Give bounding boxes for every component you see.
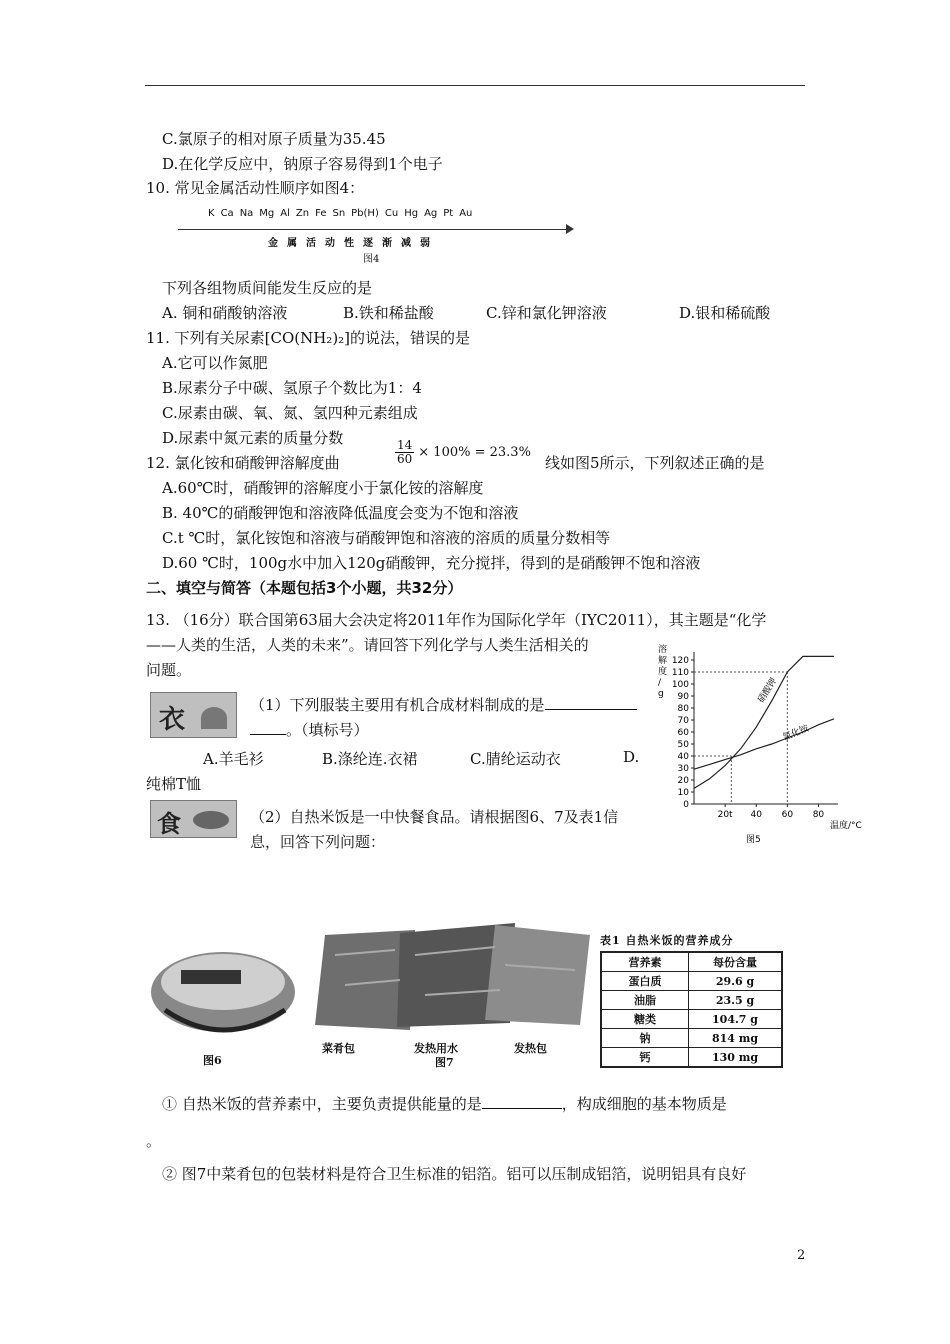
y-tick-label: 30	[677, 764, 689, 774]
metal-symbol: Cu	[384, 208, 399, 219]
q13-stem-line2: ——人类的生活，人类的未来”。请回答下列化学与人类生活相关的	[146, 636, 589, 654]
table-header: 营养素	[601, 952, 689, 972]
q11-option-a: A.它可以作氮肥	[162, 354, 268, 372]
clothes-icon-glyph: 衣	[159, 705, 186, 735]
figure-7-caption: 图7	[435, 1056, 454, 1069]
figure-4-activity-series	[178, 204, 574, 265]
y-axis-label-char: 解	[658, 656, 668, 666]
food-icon-bowl	[193, 811, 229, 829]
q13-sub1-end: 。	[146, 1132, 162, 1150]
answer-blank-2[interactable]	[482, 1093, 562, 1109]
metal-symbol: K	[208, 208, 215, 219]
table-cell: 糖类	[601, 1010, 689, 1029]
nitrogen-fraction-formula	[395, 439, 531, 465]
q13-part1-option-d-text: 纯棉T恤	[146, 775, 202, 793]
fig5-plot	[658, 643, 862, 845]
q13-sub1	[162, 1093, 727, 1114]
table-row	[601, 972, 782, 991]
fraction-denominator: 60	[397, 451, 413, 466]
x-tick-label: 40	[750, 810, 762, 820]
arrow-text: 金属活动性逐渐减弱	[268, 238, 439, 249]
figure-5-caption: 图5	[746, 835, 761, 845]
q12-option-a: A.60℃时，硝酸钾的溶解度小于氯化铵的溶解度	[162, 479, 484, 497]
y-tick-label: 70	[677, 716, 689, 726]
q13-sub1-text: ① 自热米饭的营养素中，主要负责提供能量的是	[162, 1095, 482, 1113]
y-axis-label-char: 度	[658, 667, 668, 677]
q13-part2-line1: （2）自热米饭是一中快餐食品。请根据图6、7及表1信	[250, 808, 619, 826]
table-cell: 23.5 g	[689, 991, 783, 1010]
q11-option-b: B.尿素分子中碳、氢原子个数比为1：4	[162, 379, 422, 397]
x-tick-label: 80	[812, 810, 825, 820]
answer-blank-1[interactable]	[545, 694, 637, 710]
figure-7-label-heat: 发热包	[514, 1042, 547, 1055]
series-line	[694, 656, 834, 788]
q11-option-c: C.尿素由碳、氧、氮、氢四种元素组成	[162, 404, 418, 422]
food-icon	[150, 800, 237, 838]
q13-part1-option-a: A.羊毛衫	[203, 750, 264, 768]
q11-stem: 11. 下列有关尿素[CO(NH₂)₂]的说法，错误的是	[146, 329, 471, 347]
figure-7-label-water: 发热用水	[414, 1042, 458, 1055]
table-row	[601, 1010, 782, 1029]
metal-symbol: Hg	[404, 208, 419, 219]
q10-stem: 10. 常见金属活动性顺序如图4：	[146, 179, 365, 197]
q12-option-d: D.60 ℃时，100g水中加入120g硝酸钾，充分搅拌，得到的是硝酸钾不饱和溶液	[162, 554, 701, 572]
series-line	[694, 719, 834, 769]
q13-part1-option-c: C.腈纶运动衣	[470, 750, 561, 768]
y-tick-label: 0	[683, 800, 689, 810]
q13-part1-text: （1）下列服装主要用有机合成材料制成的是	[250, 696, 545, 714]
table-cell: 814 mg	[689, 1029, 783, 1048]
y-tick-label: 120	[671, 656, 689, 666]
q13-part1-option-d: D.	[623, 748, 640, 766]
q12-option-c: C.t ℃时，氯化铵饱和溶液与硝酸钾饱和溶液的溶质的质量分数相等	[162, 529, 611, 547]
metal-symbol: Al	[280, 208, 290, 219]
q11-option-d: D.尿素中氮元素的质量分数	[162, 429, 344, 447]
table-cell: 29.6 g	[689, 972, 783, 991]
series-label: 氯化铵	[781, 723, 811, 744]
table-row	[601, 991, 782, 1010]
table-cell: 钠	[601, 1029, 689, 1048]
q13-part1-option-b: B.涤纶连.衣裙	[322, 750, 418, 768]
q10-question: 下列各组物质间能发生反应的是	[162, 279, 373, 297]
y-tick-label: 60	[677, 728, 689, 738]
metal-symbol: Ag	[424, 208, 438, 219]
section-2-heading: 二、填空与简答（本题包括3个小题，共32分）	[146, 579, 463, 597]
y-axis-label-char: 溶	[658, 645, 668, 655]
q12-option-b: B. 40℃的硝酸钾饱和溶液降低温度会变为不饱和溶液	[162, 504, 519, 522]
q10-option-c: C.锌和氯化钾溶液	[486, 304, 607, 322]
y-axis-label-char: /	[658, 678, 662, 688]
figure-7-label-dish: 菜肴包	[322, 1042, 355, 1055]
q13-part1-line1	[250, 694, 637, 715]
food-icon-glyph: 食	[157, 809, 181, 838]
series-label: 硝酸钾	[756, 676, 780, 705]
answer-blank-1-cont[interactable]	[250, 719, 286, 735]
q13-part1-line2	[250, 719, 369, 740]
metal-symbol: Sn	[332, 208, 346, 219]
table-1-caption: 表1 自热米饭的营养成分	[600, 934, 734, 947]
q12-stem-right: 线如图5所示，下列叙述正确的是	[545, 454, 765, 472]
metal-symbol: Pt	[443, 208, 454, 219]
y-tick-label: 40	[677, 752, 689, 762]
y-tick-label: 110	[671, 668, 689, 678]
header-rule	[145, 85, 805, 86]
figure-7-packets	[305, 915, 595, 1040]
nutrition-table	[600, 951, 783, 1068]
figure-6-caption: 图6	[203, 1054, 222, 1067]
q9-option-d: D.在化学反应中，钠原子容易得到1个电子	[162, 155, 443, 173]
q9-option-c: C.氯原子的相对原子质量为35.45	[162, 130, 386, 148]
q10-option-a: A. 铜和硝酸钠溶液	[162, 304, 288, 322]
metal-symbol: Na	[239, 208, 254, 219]
table-cell: 蛋白质	[601, 972, 689, 991]
figure-5-solubility-chart	[650, 640, 862, 845]
q13-sub2: ② 图7中菜肴包的包装材料是符合卫生标准的铝箔。铝可以压制成铝箔，说明铝具有良好	[162, 1165, 747, 1183]
y-axis-label-char: g	[658, 689, 664, 699]
arrow-head-icon	[566, 224, 574, 234]
y-tick-label: 90	[677, 692, 689, 702]
metal-symbol: Au	[459, 208, 473, 219]
q13-stem-line3: 问题。	[146, 661, 192, 679]
metal-symbol: Fe	[315, 208, 327, 219]
table-1-nutrition	[600, 932, 783, 1068]
metal-symbol: Zn	[295, 208, 310, 219]
figure-4-caption: 图4	[363, 254, 380, 265]
metal-symbol: Pb(H)	[351, 208, 379, 219]
formula-rest: × 100% = 23.3%	[418, 444, 531, 460]
page-number: 2	[797, 1248, 806, 1263]
y-tick-label: 100	[671, 680, 689, 690]
arrow-line	[178, 229, 568, 230]
clothes-icon-figure	[201, 707, 227, 729]
box-label	[181, 970, 241, 984]
x-tick-label: 20t	[717, 810, 733, 820]
x-axis-label: 温度/°C	[830, 821, 862, 831]
y-tick-label: 50	[677, 740, 689, 750]
table-cell: 104.7 g	[689, 1010, 783, 1029]
table-row	[601, 1029, 782, 1048]
y-tick-label: 10	[677, 788, 689, 798]
fraction-numerator: 14	[397, 438, 413, 452]
q13-sub1-tail: ，构成细胞的基本物质是	[561, 1095, 727, 1113]
x-tick-label: 60	[781, 810, 794, 820]
table-cell: 130 mg	[689, 1048, 783, 1068]
figure-6-rice-box	[145, 920, 305, 1070]
q10-option-b: B.铁和稀盐酸	[343, 304, 434, 322]
q13-part2-line2: 息，回答下列问题：	[250, 833, 386, 851]
q13-stem-line1: 13. （16分）联合国第63届大会决定将2011年作为国际化学年（IYC2011），其主题是“化学	[146, 611, 767, 629]
table-header-row	[601, 952, 782, 972]
y-tick-label: 80	[677, 704, 689, 714]
clothes-icon	[150, 692, 237, 738]
heat-packet	[485, 925, 590, 1025]
metal-symbol: Ca	[220, 208, 234, 219]
y-tick-label: 20	[677, 776, 689, 786]
metal-list	[208, 208, 478, 219]
q12-stem-left: 12. 氯化铵和硝酸钾溶解度曲	[146, 454, 340, 472]
table-cell: 钙	[601, 1048, 689, 1068]
q10-option-d: D.银和稀硫酸	[679, 304, 771, 322]
table-row	[601, 1048, 782, 1068]
fraction	[395, 439, 414, 465]
q13-part1-tail: 。（填标号）	[286, 721, 369, 739]
table-cell: 油脂	[601, 991, 689, 1010]
table-header: 每份含量	[689, 952, 783, 972]
metal-symbol: Mg	[259, 208, 275, 219]
